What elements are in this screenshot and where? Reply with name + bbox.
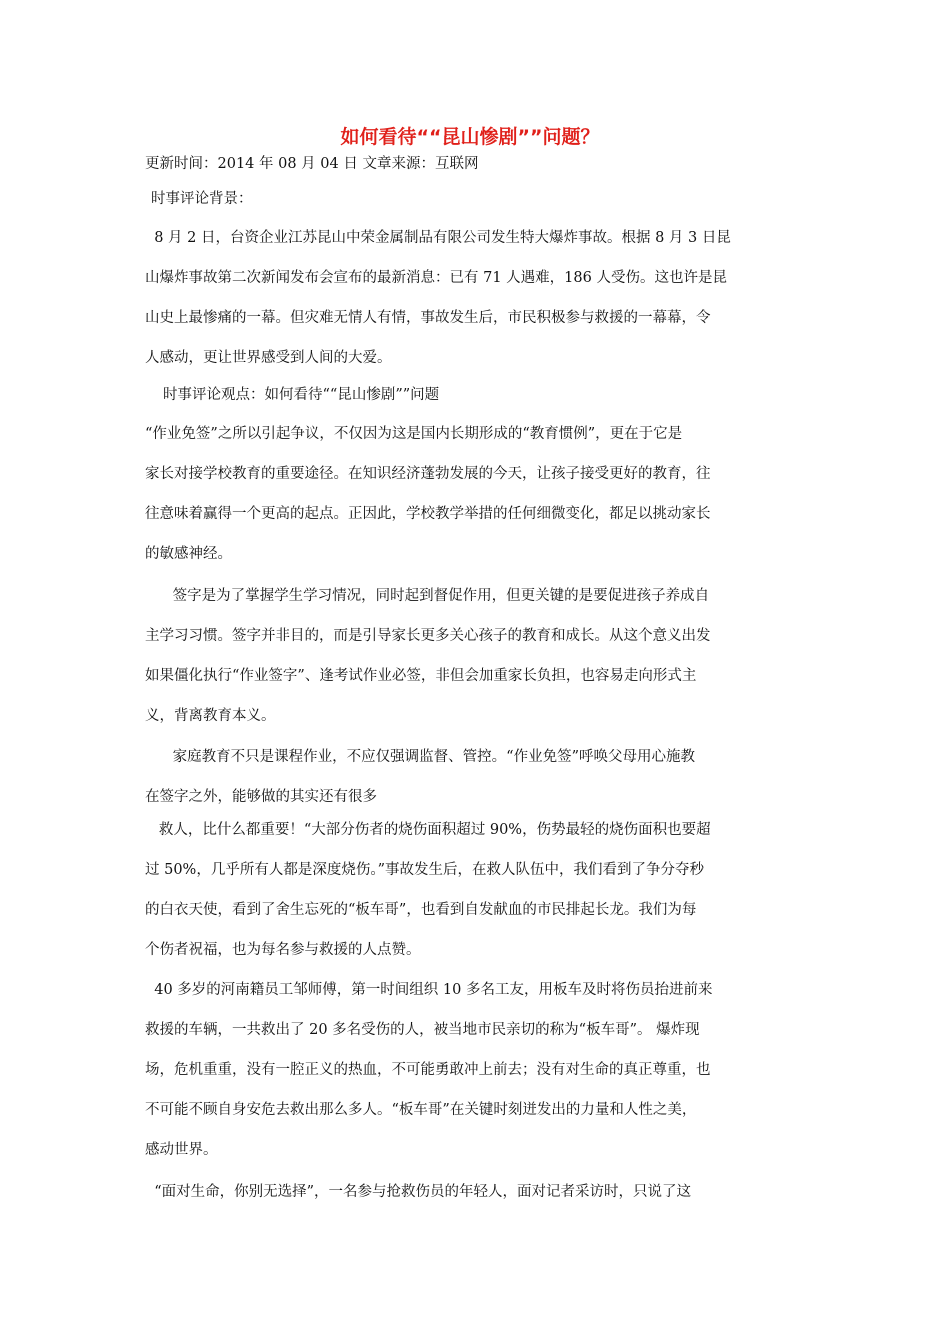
text-line: 8 月 2 日，台资企业江苏昆山中荣金属制品有限公司发生特大爆炸事故。根据 8 月 3 日昆 (145, 230, 731, 246)
text-line: 人感动，更让世界感受到人间的大爱。 (145, 350, 392, 366)
text-line: 救援的车辆，一共救出了 20 多名受伤的人，被当地市民亲切的称为“板车哥”。 爆炸现 (145, 1022, 700, 1038)
background-paragraph (145, 218, 810, 378)
paragraph-2 (145, 576, 810, 736)
text-line: 往意味着赢得一个更高的起点。正因此，学校教学举措的任何细微变化，都足以挑动家长 (145, 506, 711, 522)
text-line: 山爆炸事故第二次新闻发布会宣布的最新消息：已有 71 人遇难，186 人受伤。这也许是昆 (145, 270, 727, 286)
text-line: 个伤者祝福，也为每名参与救援的人点赞。 (145, 942, 421, 958)
text-line: 场，危机重重，没有一腔正义的热血，不可能勇敢冲上前去；没有对生命的真正尊重，也 (145, 1062, 711, 1078)
article-title: 如何看待““昆山惨剧””问题？ (340, 126, 600, 148)
paragraph-3 (145, 737, 810, 817)
text-line: “作业免签”之所以引起争议，不仅因为这是国内长期形成的“教育惯例”，更在于它是 (145, 426, 683, 442)
text-line: 不可能不顾自身安危去救出那么多人。“板车哥”在关键时刻迸发出的力量和人性之美， (145, 1102, 697, 1118)
text-line: 山史上最惨痛的一幕。但灾难无情人有情，事故发生后，市民积极参与救援的一幕幕，令 (145, 310, 711, 326)
paragraph-6 (145, 1172, 810, 1212)
text-line: 的白衣天使，看到了舍生忘死的“板车哥”，也看到自发献血的市民排起长龙。我们为每 (145, 902, 697, 918)
paragraph-5 (145, 970, 810, 1170)
background-heading: 时事评论背景： (151, 191, 253, 207)
paragraph-4 (145, 810, 810, 970)
text-line: 在签字之外，能够做的其实还有很多 (145, 789, 377, 805)
text-line: 的敏感神经。 (145, 546, 232, 562)
text-line: 主学习习惯。签字并非目的，而是引导家长更多关心孩子的教育和成长。从这个意义出发 (145, 628, 711, 644)
text-line: “面对生命，你别无选择”，一名参与抢救伤员的年轻人，面对记者采访时，只说了这 (145, 1184, 692, 1200)
text-line: 40 多岁的河南籍员工邹师傅，第一时间组织 10 多名工友，用板车及时将伤员抬进前来 (145, 982, 713, 998)
text-line: 签字是为了掌握学生学习情况，同时起到督促作用，但更关键的是要促进孩子养成自 (145, 588, 710, 604)
text-line: 义，背离教育本义。 (145, 708, 276, 724)
article-meta: 更新时间：2014 年 08 月 04 日 文章来源：互联网 (145, 156, 479, 172)
text-line: 家庭教育不只是课程作业，不应仅强调监督、管控。“作业免签”呼唤父母用心施教 (145, 749, 695, 765)
text-line: 救人，比什么都重要！“大部分伤者的烧伤面积超过 90%，伤势最轻的烧伤面积也要超 (145, 822, 711, 838)
paragraph-1 (145, 414, 810, 574)
text-line: 感动世界。 (145, 1142, 218, 1158)
text-line: 过 50%，几乎所有人都是深度烧伤。”事故发生后，在救人队伍中，我们看到了争分夺秒 (145, 862, 704, 878)
viewpoint-heading: 时事评论观点：如何看待““昆山惨剧””问题 (163, 387, 440, 403)
text-line: 如果僵化执行“作业签字”、逢考试作业必签，非但会加重家长负担，也容易走向形式主 (145, 668, 697, 684)
text-line: 家长对接学校教育的重要途径。在知识经济蓬勃发展的今天，让孩子接受更好的教育，往 (145, 466, 711, 482)
